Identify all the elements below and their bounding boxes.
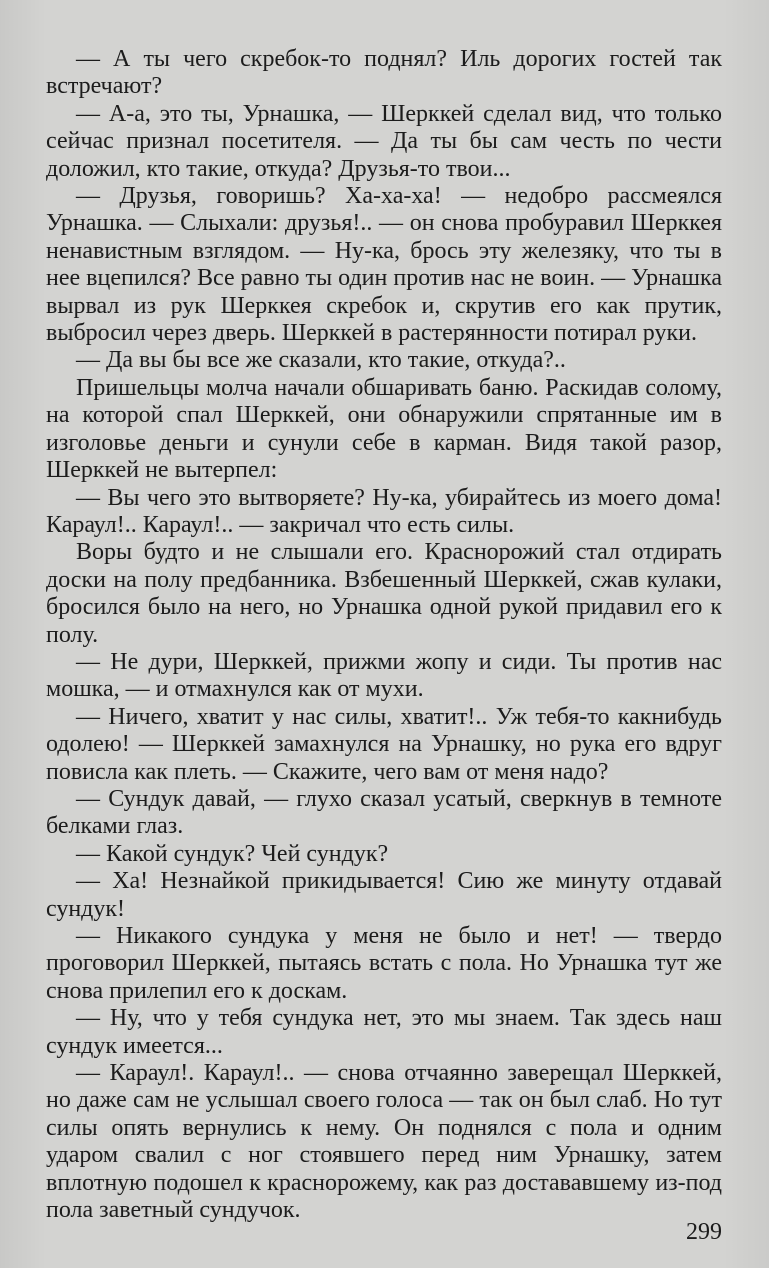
paragraph: — Караул!. Караул!.. — снова отчаянно заверещал Шерккей, но даже сам не услышал своего голоса — так он был слаб. Но тут силы опять вернулись к нему. Он поднялся с пола и одним ударом свалил с ног стоявшего перед ним Урнашку, затем вплотную подошел к краснорожему, как раз достававшему из-под пола заветный сундучок. (46, 1060, 722, 1224)
paragraph: — Да вы бы все же сказали, кто такие, откуда?.. (76, 347, 566, 374)
paragraph: Воры будто и не слышали его. Краснорожий стал отдирать доски на полу предбанника. Взбешенный Шерккей, сжав кулаки, бросился было на него, но Урнашка одной рукой придавил его к полу. (46, 539, 722, 648)
paragraph: — А-а, это ты, Урнашка, — Шерккей сделал вид, что только сейчас признал посетителя. — Да ты бы сам честь по чести доложил, кто такие, откуда? Друзья-то твои... (46, 100, 722, 182)
paragraph: — Вы чего это вытворяете? Ну-ка, убирайтесь из моего дома! Караул!.. Караул!.. — закричал что есть силы. (46, 484, 722, 538)
paragraph: — Друзья, говоришь? Ха-ха-ха! — недобро рассмеялся Урнашка. — Слыхали: друзья!.. — он снова пробуравил Шерккея ненавистным взглядом. — Ну-ка, брось эту железяку, что ты в нее вцепился? Все равно ты один против нас не воин. — Урнашка вырвал из рук Шерккея скребок и, скрутив его как прутик, выбросил через дверь. Шерккей в растерянности потирал руки. (46, 183, 722, 347)
paragraph: — Ха! Незнайкой прикидывается! Сию же минуту отдавай сундук! (46, 868, 722, 922)
paragraph: — Сундук давай, — глухо сказал усатый, сверкнув в темноте белками глаз. (46, 785, 722, 840)
paragraph: — Какой сундук? Чей сундук? (76, 840, 389, 867)
paragraph: — Не дури, Шерккей, прижми жопу и сиди. Ты против нас мошка, — и отмахнулся как от мухи. (46, 648, 722, 703)
paragraph: — Никакого сундука у меня не было и нет! — твердо проговорил Шерккей, пытаясь встать с пола. Но Урнашка тут же снова прилепил его к доскам. (46, 923, 722, 1004)
page-number: 299 (686, 1219, 722, 1245)
paragraph: Пришельцы молча начали обшаривать баню. Раскидав солому, на которой спал Шерккей, они обнаружили спрятанные им в изголовье деньги и сунули себе в карман. Видя такой разор, Шерккей не вытерпел: (46, 374, 722, 484)
body-text (46, 46, 722, 1224)
paragraph: — Ну, что у тебя сундука нет, это мы знаем. Так здесь наш сундук имеется... (46, 1005, 722, 1059)
paragraph: — А ты чего скребок-то поднял? Иль дорогих гостей так встречают? (46, 46, 722, 100)
paragraph: — Ничего, хватит у нас силы, хватит!.. Уж тебя-то какнибудь одолею! — Шерккей замахнулся на Урнашку, но рука его вдруг повисла как плеть. — Скажите, чего вам от меня надо? (46, 703, 722, 785)
